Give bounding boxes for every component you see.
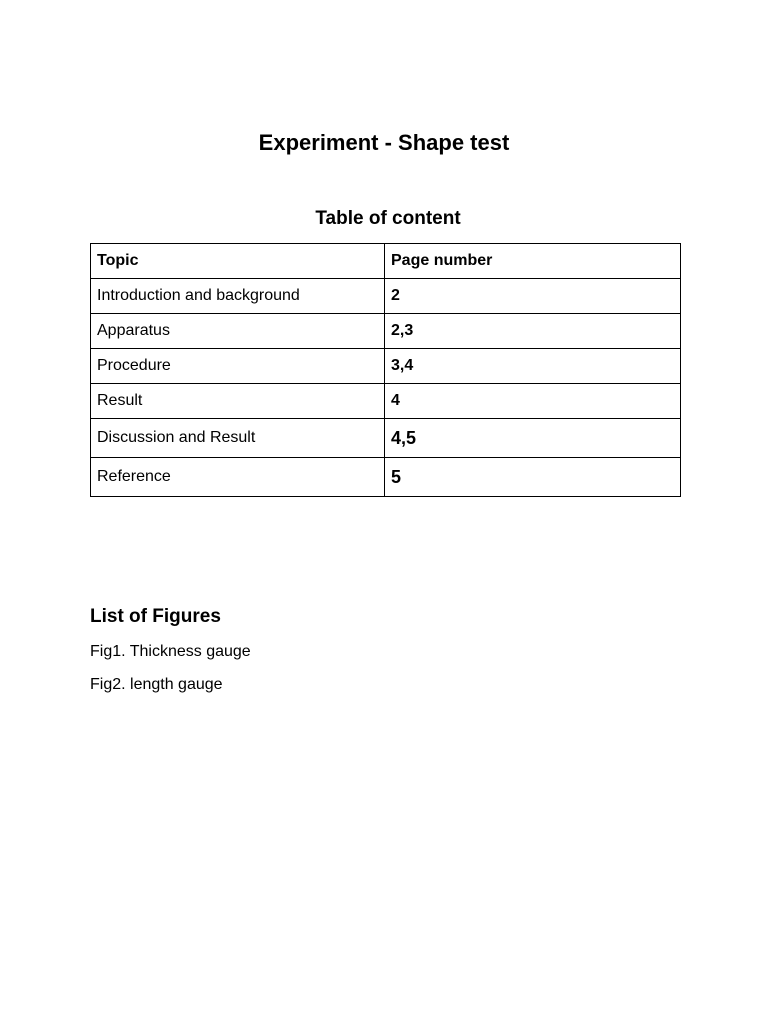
table-row: [91, 384, 681, 419]
toc-topic: Result: [91, 384, 385, 419]
list-of-figures-heading: List of Figures: [90, 606, 221, 627]
list-item: Fig1. Thickness gauge: [90, 643, 251, 660]
toc-topic: Procedure: [91, 349, 385, 384]
toc-table: [90, 243, 681, 497]
toc-topic: Discussion and Result: [91, 419, 385, 458]
toc-page-number: 2,3: [385, 314, 681, 349]
toc-topic: Introduction and background: [91, 279, 385, 314]
toc-topic: Apparatus: [91, 314, 385, 349]
toc-page-number: 4: [385, 384, 681, 419]
toc-page-number: 2: [385, 279, 681, 314]
table-row: [91, 279, 681, 314]
table-row: [91, 458, 681, 497]
toc-heading: Table of content: [315, 208, 461, 229]
toc-header-topic: Topic: [91, 244, 385, 279]
toc-topic: Reference: [91, 458, 385, 497]
table-row: [91, 314, 681, 349]
toc-page-number: 5: [385, 458, 681, 497]
table-row: [91, 419, 681, 458]
table-row: [91, 349, 681, 384]
document-title: Experiment - Shape test: [258, 130, 510, 155]
list-item: Fig2. length gauge: [90, 676, 223, 693]
toc-page-number: 3,4: [385, 349, 681, 384]
toc-page-number: 4,5: [385, 419, 681, 458]
toc-header-row: [91, 244, 681, 279]
toc-header-page: Page number: [385, 244, 681, 279]
